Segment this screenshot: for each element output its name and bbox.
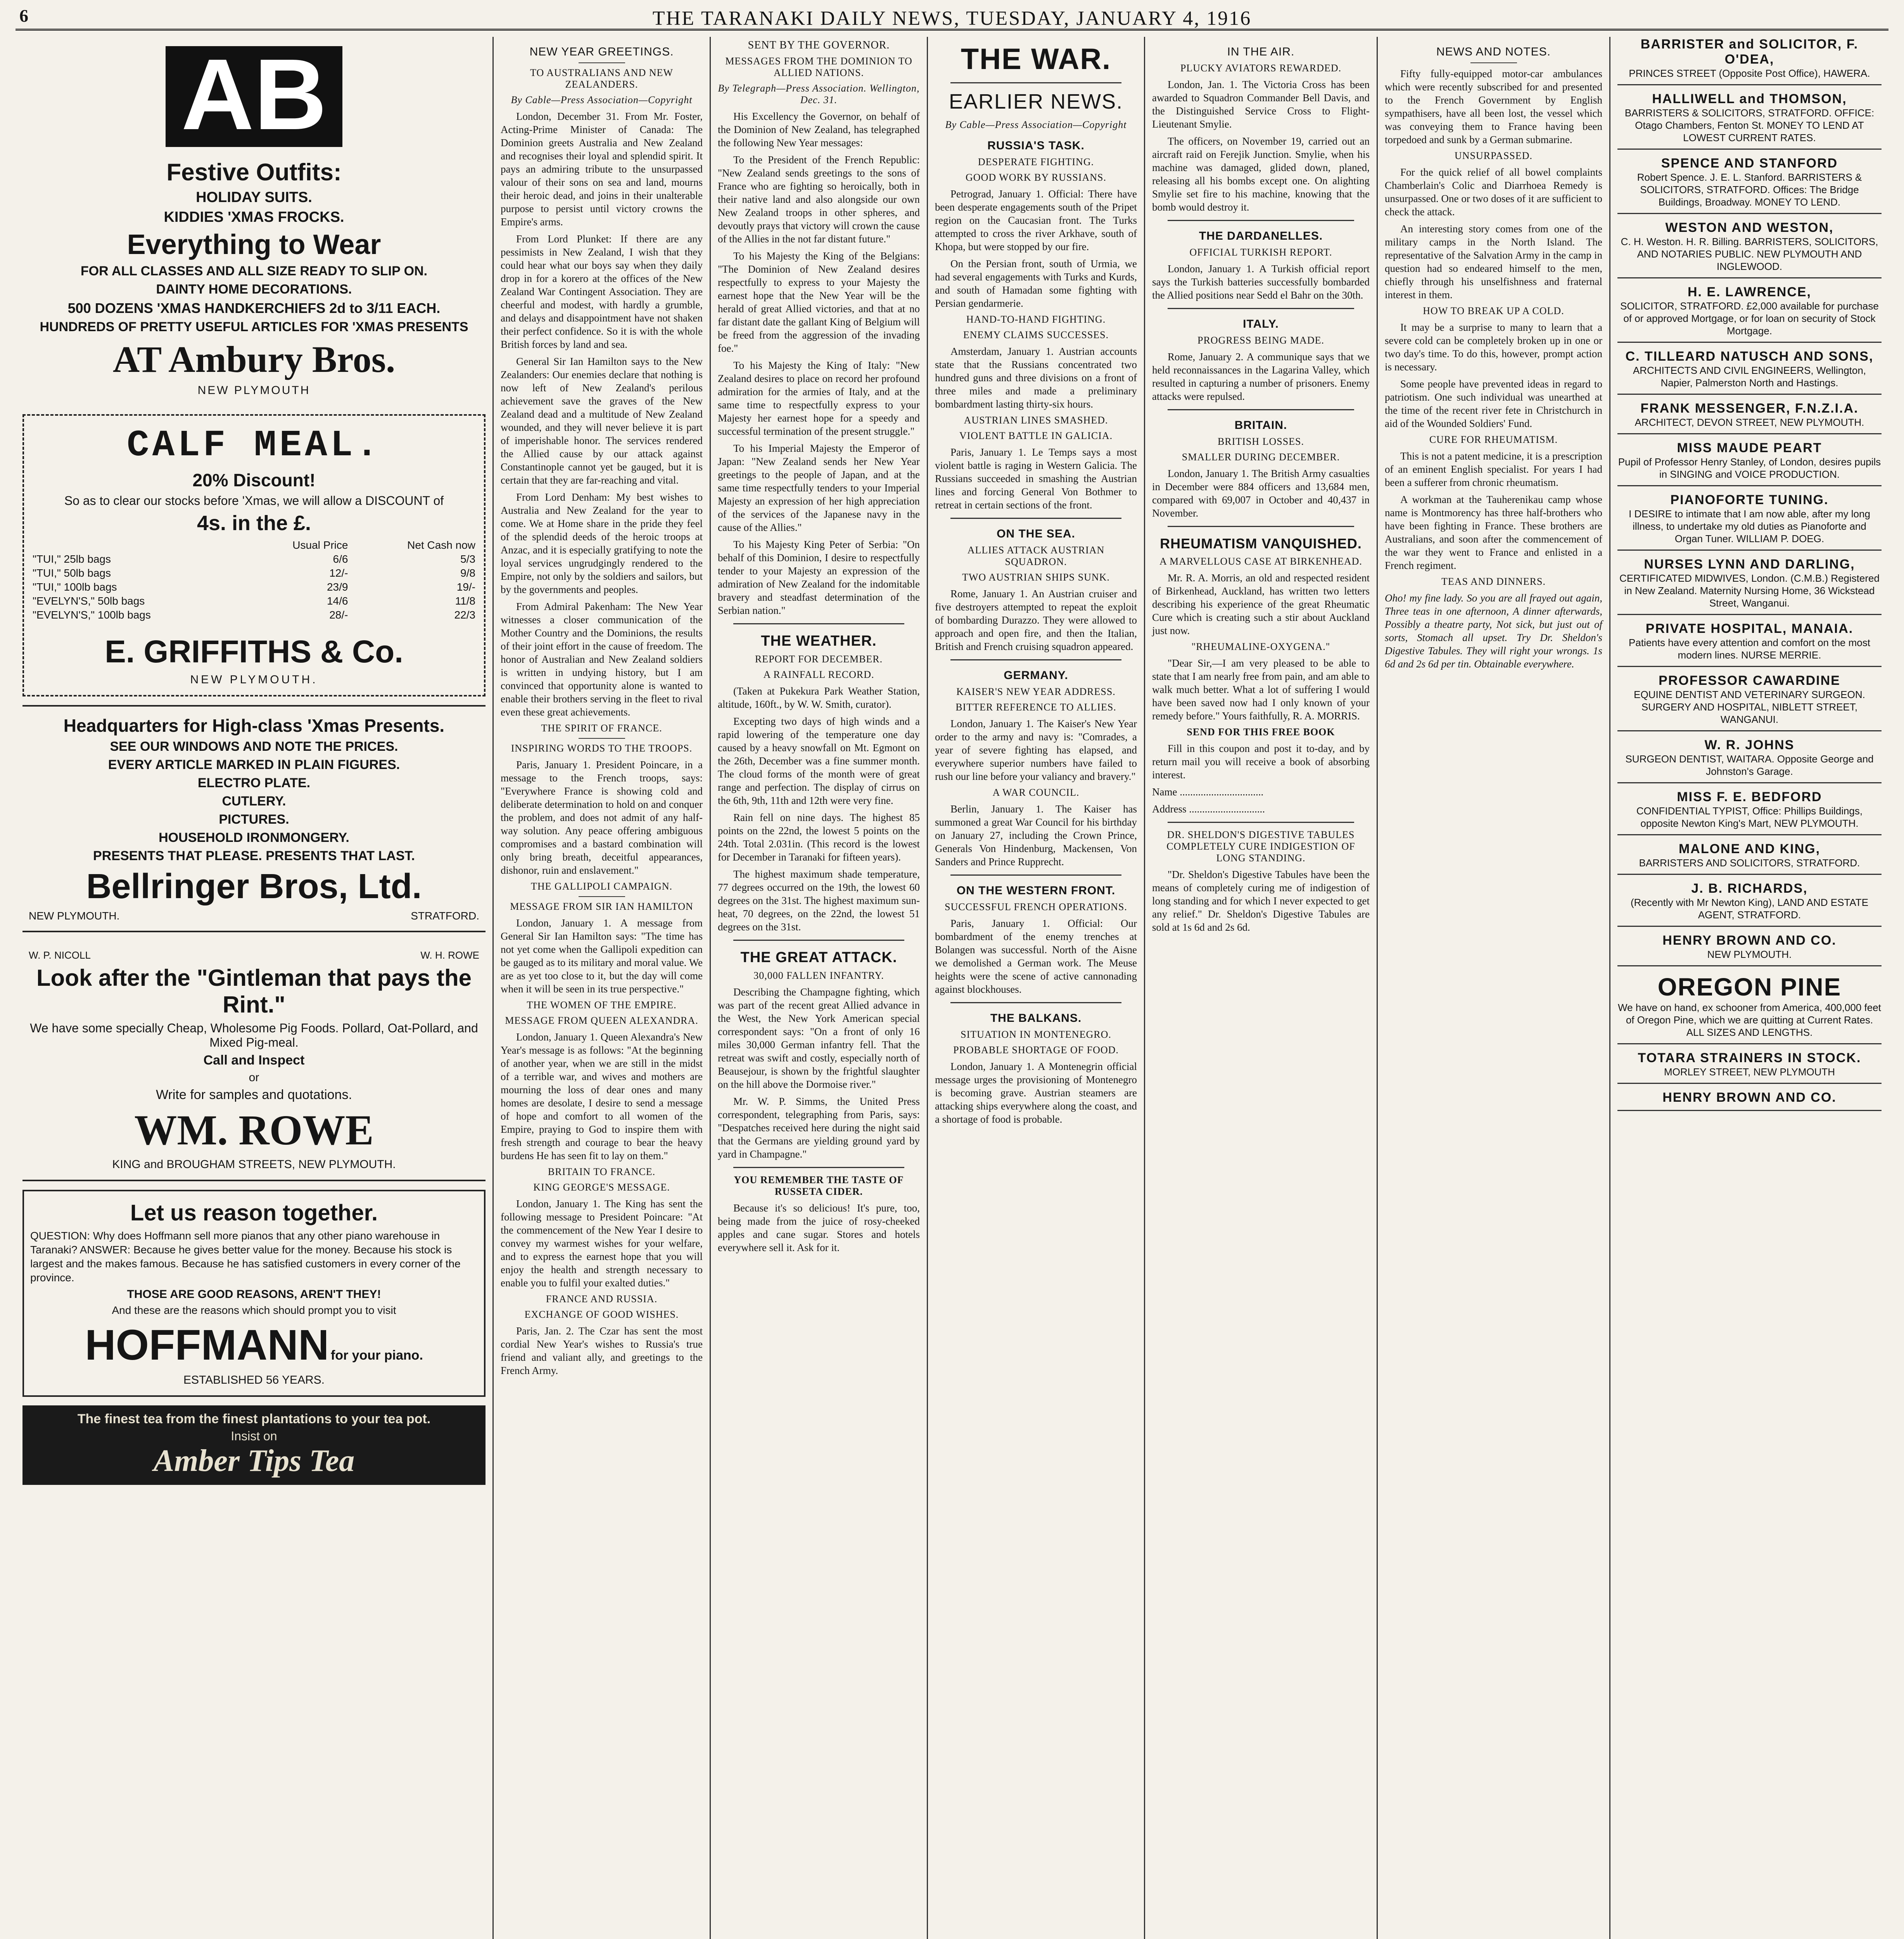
ad-line: HOLIDAY SUITS. — [196, 189, 312, 206]
article-paragraph: An interesting story comes from one of the military camps in the North Island. The representative of the Salvation Army in the camp in question had so endeared himself to the men, chiefly through his unselfishness and fraternal interest in them. — [1385, 223, 1602, 301]
section-heading: RHEUMATISM VANQUISHED. — [1160, 536, 1362, 551]
article-paragraph: It may be a surprise to many to learn that a severe cold can be completely broken up in one or two day's time. To do this, however, prompt action is necessary. — [1385, 321, 1602, 373]
sub-heading: SEND FOR THIS FREE BOOK — [1187, 726, 1335, 738]
article-paragraph: Excepting two days of high winds and a rapid lowering of the temperature one day caused by a heavy snowfall on Mt. Egmont on the 26th, December was a fine summer month. The cloud forms of the month were of great range and perfection. The display of cirrus on the 6th, 9th, 11th and 12th were very fine. — [718, 715, 920, 806]
article-paragraph: To the President of the French Republic: "New Zealand sends greetings to the sons of France who are fighting so heroically, both in their native land and also alongside our own New Zealand troops in other spheres, and devoutly prays that victory will crown the cause of the Allies in the not far distant future." — [718, 154, 920, 245]
ad-line: DAINTY HOME DECORATIONS. — [156, 282, 352, 297]
section-heading: THE GREAT ATTACK. — [740, 949, 897, 966]
article-paragraph: This is not a patent medicine, it is a prescription of an eminent English specialist. For years I had been a sufferer from chronic rheumatism. — [1385, 450, 1602, 488]
ad-line: HUNDREDS OF PRETTY USEFUL ARTICLES FOR 'XMAS PRESENTS — [40, 320, 468, 334]
article-paragraph: London, January 1. A Montenegrin official message urges the provisioning of Montenegro is becoming grave. Austrian steamers are attacking ships everywhere along the coast, and a shortage of food is probable. — [935, 1061, 1137, 1125]
column-ads — [16, 37, 492, 1939]
griffiths-ad — [22, 414, 486, 696]
byline: By Cable—Press Association—Copyright — [511, 94, 693, 105]
professional-card: W. R. JOHNS SURGEON DENTIST, WAITARA. Opposite George and Johnston's Garage. — [1617, 738, 1882, 783]
ad-headline: Let us reason together. — [130, 1200, 378, 1225]
ad-firm: E. GRIFFITHS & Co. — [105, 634, 403, 669]
article-paragraph: For the quick relief of all bowel complaints Chamberlain's Colic and Diarrhoea Remedy is unsurpassed. One or two doses of it are sufficient to check the attack. — [1385, 166, 1602, 218]
sub-heading: ENEMY CLAIMS SUCCESSES. — [963, 329, 1109, 340]
column-news-notes — [1377, 37, 1609, 1939]
column-governor-weather — [710, 37, 927, 1939]
table-row: "EVELYN'S," 100lb bags 28/- 22/3 — [33, 609, 475, 621]
sub-heading: GOOD WORK BY RUSSIANS. — [966, 172, 1106, 183]
section-heading: THE WAR. — [961, 43, 1111, 76]
ad-line: 4s. in the £. — [197, 512, 311, 535]
sub-heading: TO AUSTRALIANS AND NEW ZEALANDERS. — [530, 67, 673, 90]
col-header: Net Cash now — [407, 539, 475, 551]
professional-card: HALLIWELL and THOMSON, BARRISTERS & SOLICITORS, STRATFORD. OFFICE: Otago Chambers, Fenton St. MONEY TO LEND AT LOWEST CURRENT RATES. — [1617, 92, 1882, 150]
sub-heading: A MARVELLOUS CASE AT BIRKENHEAD. — [1159, 556, 1362, 567]
price-table — [30, 538, 478, 622]
ad-town: NEW PLYMOUTH. STRATFORD. — [29, 910, 479, 922]
sub-heading: SITUATION IN MONTENEGRO. — [961, 1029, 1111, 1040]
ad-line: THOSE ARE GOOD REASONS, AREN'T THEY! — [127, 1288, 381, 1301]
section-heading: ON THE SEA. — [997, 527, 1075, 540]
sub-heading: HAND-TO-HAND FIGHTING. — [966, 314, 1106, 325]
table-row: "TUI," 25lb bags 6/6 5/3 — [33, 553, 475, 565]
article-paragraph: Mr. R. A. Morris, an old and respected resident of Birkenhead, Auckland, has written two letters describing his experience of the great Rheumatic Cure which is creating such a stir about Auckland just now. — [1152, 572, 1370, 636]
sub-heading: PROBABLE SHORTAGE OF FOOD. — [953, 1044, 1119, 1056]
article-paragraph: His Excellency the Governor, on behalf of the Dominion of New Zealand, has telegraphed the following New Year messages: — [718, 111, 920, 149]
sub-heading: DR. SHELDON'S DIGESTIVE TABULES COMPLETELY CURE INDIGESTION OF LONG STANDING. — [1166, 829, 1355, 864]
professional-card: PRIVATE HOSPITAL, MANAIA. Patients have every attention and comfort on the most modern lines. NURSE MERRIE. — [1617, 621, 1882, 667]
ad-line: Festive Outfits: — [166, 159, 342, 186]
article-paragraph: General Sir Ian Hamilton says to the New Zealanders: Our enemies declare that nothing is now left of New Zealand's perilous achievement save the graves of the New Zealand dead and a multitude of New Zealand wounded, and they will never believe it is part of imperishable honor. The services rendered the Allied cause by our attack against Constantinople cannot yet be gauged, but it is certain that they are far-reaching and vital. — [501, 356, 703, 486]
article-note: (Taken at Pukekura Park Weather Station, altitude, 160ft., by W. W. Smith, curator). — [718, 685, 920, 710]
article-paragraph: On the Persian front, south of Urmia, we had several engagements with Turks and Kurds, and south of Hamadan some fighting with Persian gendarmerie. — [935, 258, 1137, 309]
ad-headline: Headquarters for High-class 'Xmas Presents. — [63, 715, 445, 736]
sub-heading: MESSAGE FROM QUEEN ALEXANDRA. — [505, 1015, 698, 1026]
section-heading: NEWS AND NOTES. — [1436, 45, 1551, 58]
ad-town: NEW PLYMOUTH. — [190, 673, 318, 686]
section-heading: NEW YEAR GREETINGS. — [529, 45, 674, 58]
article-paragraph: To his Imperial Majesty the Emperor of Japan: "New Zealand sends her New Year greetings to the people of Japan, and at the same time respectfully tenders to your Imperial Majesty an expression of her high appreciation of the services of the Japanese navy in the cause of the Allies." — [718, 442, 920, 533]
article-paragraph: London, January 1. The British Army casualties in December were 884 officers and 13,684 men, compared with 69,007 in October and 40,437 in November. — [1152, 468, 1370, 519]
ad-line: 20% Discount! — [192, 470, 316, 490]
sub-heading: KING GEORGE'S MESSAGE. — [533, 1182, 670, 1193]
ad-address: KING and BROUGHAM STREETS, NEW PLYMOUTH. — [112, 1158, 396, 1171]
section-heading: THE DARDANELLES. — [1199, 230, 1323, 242]
ad-line: We have some specially Cheap, Wholesome Pig Foods. Pollard, Oat-Pollard, and Mixed Pig-meal. — [30, 1021, 478, 1049]
page-number: 6 — [19, 6, 28, 26]
article-paragraph: Describing the Champagne fighting, which was part of the recent great Allied advance in the West, the New York American special correspondent says: "On a front of only 16 miles 30,000 German infantry fell. That the retreat was swift and costly, especially north of Beausejour, is shown by the frightful slaughter on the hill above the Dormoise river." — [718, 986, 920, 1090]
article-paragraph: London, January 1. The King has sent the following message to President Poincare: "At the commencement of the New Year I desire to convey my warmest wishes for your welfare, and to express the earnest hope that you will enjoy the health and strength necessary to enable you to fulfil your exalted duties." — [501, 1198, 703, 1289]
coupon-name-field: Name ................................ — [1152, 786, 1264, 798]
section-heading: BRITAIN. — [1234, 419, 1287, 432]
sub-heading: VIOLENT BATTLE IN GALICIA. — [959, 430, 1113, 441]
article-paragraph: London, January 1. The Kaiser's New Year order to the army and navy is: "Comrades, a year of severe fighting has elapsed, and everywhere superior numbers have failed to rush our line before your valiancy and bravery." — [935, 718, 1137, 782]
sub-heading: CURE FOR RHEUMATISM. — [1429, 434, 1558, 445]
sub-heading: INSPIRING WORDS TO THE TROOPS. — [511, 743, 693, 754]
article-paragraph: "Dear Sir,—I am very pleased to be able to state that I am nearly free from pain, and am able to walk much better. What a lot of suffering I would have been saved now had I only known of your remedy before." Yours faithfully, R. A. MORRIS. — [1152, 657, 1370, 722]
sub-heading: SENT BY THE GOVERNOR. — [748, 39, 890, 51]
sub-heading: MESSAGE FROM SIR IAN HAMILTON — [510, 901, 693, 912]
sub-heading: KAISER'S NEW YEAR ADDRESS. — [956, 686, 1116, 697]
ambury-ad — [22, 37, 486, 406]
professional-card: PROFESSOR CAWARDINE EQUINE DENTIST AND VETERINARY SURGEON. SURGERY AND HOSPITAL, NIBLETT STREET, WANGANUI. — [1617, 673, 1882, 731]
article-paragraph: Some people have prevented ideas in regard to patriotism. One such individual was unearthed at the time of the recent river fete in Christchurch in aid of the Wounded Soldiers' Fund. — [1385, 378, 1602, 429]
professional-card: C. TILLEARD NATUSCH AND SONS, ARCHITECTS AND CIVIL ENGINEERS, Wellington, Napier, Palmerston North and Hastings. — [1617, 349, 1882, 395]
sub-heading: UNSURPASSED. — [1454, 150, 1533, 161]
sub-heading: PLUCKY AVIATORS REWARDED. — [1180, 62, 1342, 74]
section-heading: ITALY. — [1243, 318, 1279, 330]
ad-firm: HOFFMANN — [85, 1321, 329, 1369]
sub-heading: HOW TO BREAK UP A COLD. — [1423, 305, 1564, 316]
ad-line: SEE OUR WINDOWS AND NOTE THE PRICES. — [110, 739, 398, 754]
professional-card: MALONE AND KING, BARRISTERS AND SOLICITORS, STRATFORD. — [1617, 842, 1882, 875]
article-paragraph: Rain fell on nine days. The highest 85 points on the 22nd, the lowest 5 points on the 24th. Total 2.031in. (This record is the lowest for December in Taranaki for fifteen years). — [718, 812, 920, 863]
ad-line: So as to clear our stocks before 'Xmas, we will allow a DISCOUNT of — [64, 494, 444, 508]
article-paragraph: Paris, January 1. President Poincare, in a message to the French troops, says: "Everywhere France is showing cold and deliberate determination to hold on and conquer the problem, and does not admit of any half-way solution. Any peace offering ambiguous compromises and a bastard combination will only bring breath, deceitful appearances, dishonor, ruin and enslavement." — [501, 759, 703, 876]
professional-card: MISS F. E. BEDFORD CONFIDENTIAL TYPIST, Office: Phillips Buildings, opposite Newton King's Mart, NEW PLYMOUTH. — [1617, 790, 1882, 835]
ad-headline: CALF MEAL. — [126, 424, 382, 467]
byline: By Cable—Press Association—Copyright — [945, 119, 1127, 130]
col-header: Usual Price — [292, 539, 348, 551]
article-paragraph: The officers, on November 19, carried out an aircraft raid on Ferejik Junction. Smylie, when his machine was damaged, glided down, planed, releasing all his bombs except one. On alighting Smylie set fire to his machine, knowing that the bomb would destroy it. — [1152, 135, 1370, 213]
ad-paragraph: Because it's so delicious! It's pure, too, being made from the juice of rosy-cheeked apples and cane sugar. Stores and hotels everywhere sell it. Ask for it. — [718, 1202, 920, 1253]
column-air-rheumatism — [1144, 37, 1377, 1939]
professional-card: HENRY BROWN AND CO. NEW PLYMOUTH. — [1617, 933, 1882, 966]
section-heading: EARLIER NEWS. — [949, 90, 1123, 113]
professional-card: MISS MAUDE PEART Pupil of Professor Henry Stanley, of London, desires pupils in SINGING and VOICE PRODUCTION. — [1617, 441, 1882, 486]
section-heading: RUSSIA'S TASK. — [987, 139, 1085, 152]
sub-heading: EXCHANGE OF GOOD WISHES. — [524, 1309, 679, 1320]
ad-line: QUESTION: Why does Hoffmann sell more pianos that any other piano warehouse in Taranaki? ANSWER: Because he gives better value for the money. Because his stock is largest and the makes famous. Because he has satisfied customers in every corner of the province. — [30, 1230, 461, 1284]
amber-tips-tea-ad: The finest tea from the finest plantations to your tea pot. Insist on Amber Tips Tea — [22, 1405, 486, 1485]
article-paragraph: Petrograd, January 1. Official: There have been desperate engagements south of the Pripet region on the Caucasian front. The Turks attempted to cross the river Arkhave, south of Khopa, but were stopped by our fire. — [935, 188, 1137, 252]
ad-line: Write for samples and quotations. — [156, 1087, 352, 1102]
ab-logo: AB — [166, 46, 342, 147]
sub-heading: PROGRESS BEING MADE. — [1197, 335, 1324, 346]
article-paragraph: Mr. W. P. Simms, the United Press correspondent, telegraphing from Paris, says: "Despatches received here during the night said that the Germans are yielding ground yard by yard in Champagne." — [718, 1096, 920, 1160]
sub-heading: BRITAIN TO FRANCE. — [548, 1166, 656, 1177]
sub-heading: REPORT FOR DECEMBER. — [755, 653, 883, 665]
ad-line: Call and Inspect — [203, 1053, 305, 1068]
article-paragraph: "Dr. Sheldon's Digestive Tabules have been the means of completely curing me of indigestion of long standing and for which I never expected to get any relief." Dr. Sheldon's Digestive Tabules are sold at 1s 6d and 2s 6d. — [1152, 869, 1370, 933]
ad-line: Everything to Wear — [127, 229, 381, 260]
sub-heading: 30,000 FALLEN INFANTRY. — [753, 970, 884, 981]
coupon-address-field: Address ............................. — [1152, 803, 1265, 815]
bellringer-ad — [22, 705, 486, 932]
article-paragraph: From Admiral Pakenham: The New Year witnesses a closer communication of the Mother Country and the Dominions, the results of their joint effort in the cause of freedom. The honor of Australian and New Zealand soldiers is written in undying history, but I am convinced that opportunity alone is wanted to enable their brothers serving in the fleet to rival even these great achievements. — [501, 601, 703, 718]
table-row: "TUI," 100lb bags 23/9 19/- — [33, 581, 475, 593]
sub-heading: "RHEUMALINE-OXYGENA." — [1191, 641, 1330, 652]
section-heading: GERMANY. — [1004, 669, 1068, 682]
table-row: "TUI," 50lb bags 12/- 9/8 — [33, 567, 475, 579]
professional-card: SPENCE AND STANFORD Robert Spence. J. E. L. Stanford. BARRISTERS & SOLICITORS, STRATFORD. Offices: The Bridge Buildings, Broadway. MONEY TO LEND. — [1617, 156, 1882, 214]
ad-line: FOR ALL CLASSES AND ALL SIZE READY TO SLIP ON. — [80, 264, 428, 278]
article-paragraph: Paris, January 1. Official: Our bombardment of the enemy trenches at Bolangen was successful. North of the Aisne we demolished a German work. The Meuse heights were the scene of active cannonading against blockhouses. — [935, 918, 1137, 995]
ad-line: And these are the reasons which should prompt you to visit — [112, 1304, 396, 1316]
professional-card: PIANOFORTE TUNING. I DESIRE to intimate that I am now able, after my long illness, to undertake my old duties as Pianoforte and Organ Tuner. WILLIAM P. DOEG. — [1617, 493, 1882, 551]
article-paragraph: London, December 31. From Mr. Foster, Acting-Prime Minister of Canada: The Dominion greets Australia and New Zealand and recognises their loyal and splendid spirit. It pays an admiring tribute to the unsurpassed valour of their sons on sea and land, mourns their heroic dead, and joins in their unalterable purpose to persist until victory crowns the Empire's arms. — [501, 111, 703, 228]
section-heading: IN THE AIR. — [1227, 45, 1295, 58]
ad-line: CUTLERY. — [222, 794, 286, 809]
byline: By Telegraph—Press Association. Wellington, Dec. 31. — [718, 83, 920, 105]
ad-names: W. P. NICOLL W. H. ROWE — [29, 949, 479, 961]
sub-heading: THE WOMEN OF THE EMPIRE. — [527, 999, 677, 1011]
section-heading: THE WEATHER. — [761, 633, 877, 649]
ad-firm-row: HOFFMANN for your piano. — [85, 1321, 423, 1369]
sub-heading: A WAR COUNCIL. — [992, 787, 1080, 798]
professional-card: WESTON AND WESTON, C. H. Weston. H. R. Billing. BARRISTERS, SOLICITORS, AND NOTARIES PUBLIC. NEW PLYMOUTH AND INGLEWOOD. — [1617, 220, 1882, 278]
ad-line: PICTURES. — [219, 812, 289, 827]
professional-card: BARRISTER and SOLICITOR, F. O'DEA, PRINCES STREET (Opposite Post Office), HAWERA. — [1617, 37, 1882, 85]
article-paragraph: Paris, January 1. Le Temps says a most violent battle is raging in Western Galicia. The Russians succeeded in smashing the Austrian lines and forcing General Von Bothmer to retreat in certain sections of the front. — [935, 446, 1137, 511]
professional-card: FRANK MESSENGER, F.N.Z.I.A. ARCHITECT, DEVON STREET, NEW PLYMOUTH. — [1617, 401, 1882, 434]
article-paragraph: Berlin, January 1. The Kaiser has summoned a great War Council for his birthday on January 27, including the Crown Prince, Generals Von Hindenburg, Mackensen, Von Sanders and Prince Rupprecht. — [935, 803, 1137, 868]
ad-line: or — [249, 1071, 259, 1084]
article-paragraph: To his Majesty the King of the Belgians: "The Dominion of New Zealand desires respectfully to express to your Majesty the earnest hope that the New Year will be the herald of great Allied victories, and that at no far distant date the gallant King of Belgium will be freed from the aggression of the invading foe." — [718, 250, 920, 354]
professional-card: NURSES LYNN AND DARLING, CERTIFICATED MIDWIVES, London. (C.M.B.) Registered in New Zealand. Maternity Nursing Home, 36 Wickstead Street, Wanganui. — [1617, 557, 1882, 615]
article-paragraph: The highest maximum shade temperature, 77 degrees occurred on the 19th, the lowest 60 degrees on the 31st. The highest maximum sun-heat, 70 degrees, on the 22nd, the lowest 51 degrees on the 31st. — [718, 868, 920, 933]
article-paragraph: Fill in this coupon and post it to-day, and by return mail you will receive a book of absorbing interest. — [1152, 743, 1370, 781]
masthead — [16, 5, 1888, 31]
ad-line: ELECTRO PLATE. — [197, 776, 311, 790]
hoffmann-ad — [22, 1190, 486, 1397]
sub-heading: ALLIES ATTACK AUSTRIAN SQUADRON. — [967, 544, 1105, 567]
article-paragraph: Rome, January 1. An Austrian cruiser and five destroyers attempted to repeat the exploit of bombarding Durazzo. They were allowed to approach and open fire, and then the Italian, British and French cruising squadron appeared. — [935, 588, 1137, 652]
ad-heading: YOU REMEMBER THE TASTE OF RUSSETA CIDER. — [734, 1174, 904, 1197]
article-paragraph: Fifty fully-equipped motor-car ambulances which were recently subscribed for and presented to the French Government by English sympathisers, have all been lost, the vessel which was conveying them to France having been torpedoed and sunk by a German submarine. — [1385, 68, 1602, 145]
sub-heading: THE SPIRIT OF FRANCE. — [541, 722, 662, 734]
sub-heading: BITTER REFERENCE TO ALLIES. — [955, 702, 1116, 713]
article-paragraph: London, Jan. 1. The Victoria Cross has been awarded to Squadron Commander Bell Davis, and the Distinguished Service Cross to Flight-Lieutenant Smylie. — [1152, 79, 1370, 130]
poem: Oho! my fine lady. So you are all frayed out again, Three teas in one afternoon, A dinner afterwards, Possibly a theatre party, Not sick, but just out of sorts, Stomach all upset. Try Dr. Sheldon's Digestive Tabules. They will right your wrongs. 1s 6d and 2s 6d per tin. Obtainable everywhere. — [1385, 592, 1602, 670]
professional-card: HENRY BROWN AND CO. — [1617, 1090, 1882, 1111]
article-paragraph: London, January 1. Queen Alexandra's New Year's message is as follows: "At the beginning of another year, when we are still in the midst of a terrible war, and wives and mothers are mourning the loss of dear ones and many homes are desolate, I desire to send a message of hope and comfort to all women of the Empire, praying to God to inspire them with fresh strength and courage to bear the heavy burdens He has seen fit to lay on them." — [501, 1031, 703, 1161]
article-paragraph: To his Majesty the King of Italy: "New Zealand desires to place on record her profound admiration for the armies of Italy, and at the same time to respectfully express to your Majesty her earnest hope for a speedy and successful termination of the present struggle." — [718, 359, 920, 437]
sub-heading: FRANCE AND RUSSIA. — [546, 1293, 658, 1305]
column-war — [927, 37, 1144, 1939]
article-paragraph: From Lord Denham: My best wishes to Australia and New Zealand for the year to come. We at Home share in the pride they feel of the splendid deeds of the heroic troops at Anzac, and it is especially gratifying to note the loyal services ungrudgingly rendered to the Empire, not only by the soldiers and sailors, but by the governments and peoples. — [501, 491, 703, 595]
ad-headline: Look after the "Gintleman that pays the Rint." — [36, 965, 472, 1018]
sub-heading: A RAINFALL RECORD. — [763, 669, 874, 680]
professional-card: TOTARA STRAINERS IN STOCK. MORLEY STREET, NEW PLYMOUTH — [1617, 1051, 1882, 1084]
table-row: "EVELYN'S," 50lb bags 14/6 11/8 — [33, 595, 475, 607]
ad-firm: AT Ambury Bros. — [112, 339, 396, 380]
tea-brand: Amber Tips Tea — [153, 1444, 355, 1478]
ad-line: KIDDIES 'XMAS FROCKS. — [164, 209, 344, 225]
ad-line: HOUSEHOLD IRONMONGERY. — [159, 830, 349, 845]
professional-card: H. E. LAWRENCE, SOLICITOR, STRATFORD. £2,000 available for purchase of or approved Mortgage, or for loan on security of Stock Mortgage. — [1617, 285, 1882, 343]
sub-heading: TEAS AND DINNERS. — [1441, 576, 1546, 587]
ad-line: EVERY ARTICLE MARKED IN PLAIN FIGURES. — [108, 757, 400, 772]
article-paragraph: A workman at the Tauherenikau camp whose name is Montmorency has three half-brothers who have been fighting in France. These brothers are Australians, and soon after the commencement of the war they went to France and enlisted in a French regiment. — [1385, 494, 1602, 571]
ad-firm: WM. ROWE — [134, 1106, 374, 1154]
ad-line: ESTABLISHED 56 YEARS. — [183, 1374, 325, 1386]
professional-card: OREGON PINE We have on hand, ex schooner from America, 400,000 feet of Oregon Pine, which we are quitting at Current Rates. ALL SIZES AND LENGTHS. — [1617, 973, 1882, 1044]
sub-heading: OFFICIAL TURKISH REPORT. — [1189, 247, 1332, 258]
sub-heading: BRITISH LOSSES. — [1217, 436, 1304, 447]
column-professional-cards — [1609, 37, 1888, 1939]
sub-heading: DESPERATE FIGHTING. — [978, 156, 1094, 168]
article-paragraph: London, January 1. A message from General Sir Ian Hamilton says: "The time has not yet come when the Gallipoli expedition can be gauged as to its military and moral value. We are as yet too close to it, but the day will come when it will be seen in its true perspective." — [501, 917, 703, 995]
article-paragraph: London, January 1. A Turkish official report says the Turkish batteries successfully bombarded the Allied positions near Sedd el Bahr on the 30th. — [1152, 263, 1370, 301]
sub-heading: SMALLER DURING DECEMBER. — [1182, 451, 1340, 463]
ad-line: 500 DOZENS 'XMAS HANDKERCHIEFS 2d to 3/11 EACH. — [67, 300, 441, 316]
article-paragraph: Rome, January 2. A communique says that we held reconnaissances in the Lagarina Valley, which resulted in capturing a number of prisoners. Enemy attacks were repulsed. — [1152, 351, 1370, 402]
column-greetings — [492, 37, 710, 1939]
section-heading: THE BALKANS. — [990, 1012, 1082, 1025]
ad-line: PRESENTS THAT PLEASE. PRESENTS THAT LAST. — [93, 849, 415, 863]
section-heading: ON THE WESTERN FRONT. — [956, 884, 1116, 897]
newspaper-title: THE TARANAKI DAILY NEWS, TUESDAY, JANUARY 4, 1916 — [652, 7, 1252, 29]
sub-heading: THE GALLIPOLI CAMPAIGN. — [530, 881, 673, 892]
article-paragraph: From Lord Plunket: If there are any pessimists in New Zealand, I wish that they could hear what our boys say when they daily drop in for a korero at the offices of the New Zealand War Contingent Association. They are cheerful and modest, with hardly a grumble, and delays and disappointment have not shaken their perfect confidence. So it is with the whole British forces by land and sea. — [501, 233, 703, 350]
ad-firm: Bellringer Bros, Ltd. — [86, 867, 422, 906]
article-paragraph: Paris, Jan. 2. The Czar has sent the most cordial New Year's wishes to Russia's true friend and valiant ally, and greetings to the French Army. — [501, 1325, 703, 1376]
sub-heading: SUCCESSFUL FRENCH OPERATIONS. — [945, 901, 1127, 912]
rowe-ad — [22, 941, 486, 1181]
sub-heading: TWO AUSTRIAN SHIPS SUNK. — [962, 572, 1110, 583]
article-paragraph: To his Majesty King Peter of Serbia: "On behalf of this Dominion, I desire to respectfully tender to your Majesty an expression of the admiration of New Zealand for the indomitable bravery and steadfast determination of the Serbian nation." — [718, 539, 920, 616]
article-paragraph: Amsterdam, January 1. Austrian accounts state that the Russians concentrated two hundred guns and three divisions on a front of three miles and made a preliminary bombardment lasting thirty-six hours. — [935, 346, 1137, 410]
ad-town: NEW PLYMOUTH — [197, 384, 311, 397]
sub-heading: MESSAGES FROM THE DOMINION TO ALLIED NATIONS. — [725, 55, 912, 78]
professional-card: J. B. RICHARDS, (Recently with Mr Newton King), LAND AND ESTATE AGENT, STRATFORD. — [1617, 881, 1882, 927]
sub-heading: AUSTRIAN LINES SMASHED. — [964, 415, 1108, 426]
